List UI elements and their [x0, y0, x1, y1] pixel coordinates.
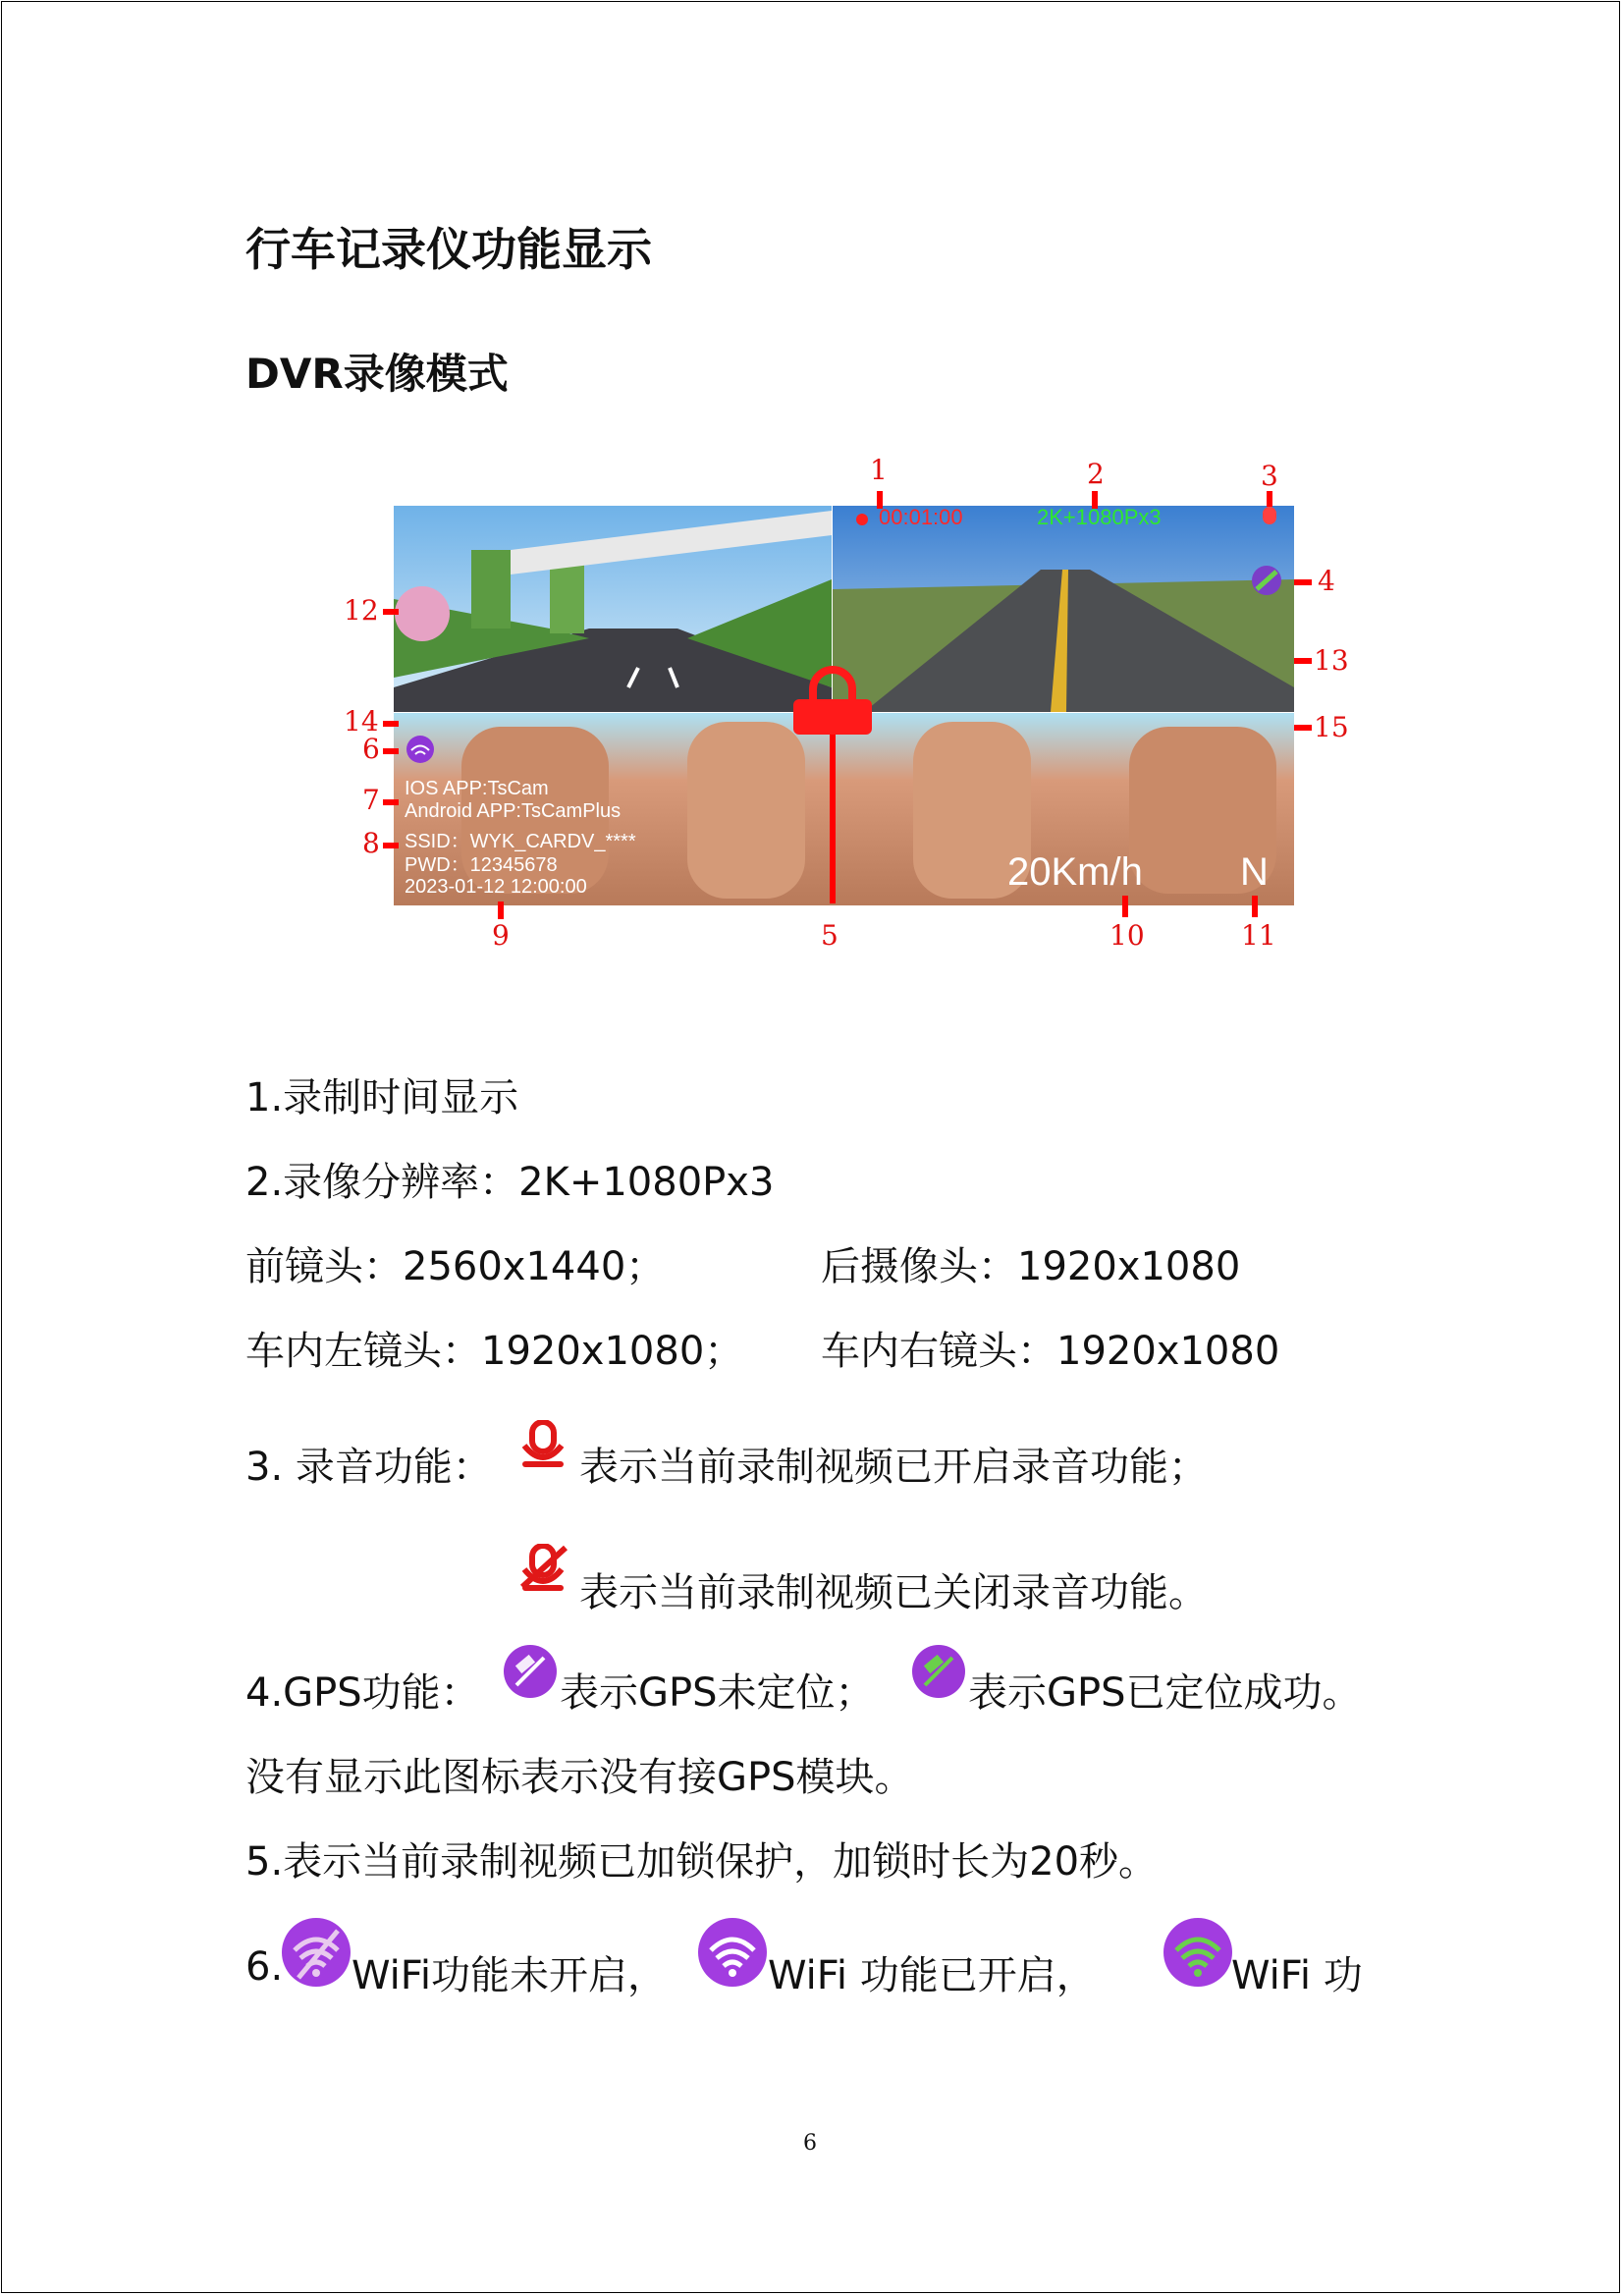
hud-ios-app: IOS APP:TsCam	[405, 778, 549, 799]
callout-13: 13	[1314, 644, 1349, 677]
callout-12: 12	[344, 594, 379, 627]
callout-8: 8	[362, 827, 380, 859]
hud-speed: 20Km/h	[1007, 850, 1143, 894]
callout-10: 10	[1109, 919, 1145, 952]
wifi-connected-text: WiFi 功	[1231, 1953, 1363, 1998]
callout-4: 4	[1318, 565, 1335, 597]
page-title: 行车记录仪功能显示	[245, 223, 652, 276]
callout-3: 3	[1261, 460, 1278, 492]
audio-off-text: 表示当前录制视频已关闭录音功能。	[579, 1570, 1208, 1615]
wifi-on-text: WiFi 功能已开启，	[768, 1953, 1096, 1998]
gps-none-text: 没有显示此图标表示没有接GPS模块。	[245, 1755, 914, 1800]
callout-15: 15	[1314, 711, 1349, 743]
callout-2: 2	[1087, 458, 1105, 490]
hud-heading: N	[1240, 850, 1269, 894]
section-title: DVR录像模式	[245, 350, 509, 398]
mic-off-icon	[518, 1544, 569, 1593]
hud-datetime: 2023-01-12 12:00:00	[405, 876, 587, 898]
rear-camera-spec: 后摄像头：1920x1080	[821, 1244, 1241, 1289]
callout-6: 6	[362, 733, 380, 765]
hud-pwd: PWD：12345678	[405, 854, 558, 876]
gps-unlocated-text: 表示GPS未定位；	[560, 1670, 875, 1716]
gps-located-text: 表示GPS已定位成功。	[968, 1670, 1362, 1716]
gps-located-icon	[911, 1644, 966, 1699]
callout-7: 7	[362, 784, 380, 816]
audio-on-text: 表示当前录制视频已开启录音功能；	[579, 1445, 1208, 1490]
callout-11: 11	[1241, 919, 1276, 952]
dvr-screen	[0, 0, 1623, 982]
hud-ssid: SSID：WYK_CARDV_****	[405, 831, 636, 852]
lock-text: 5.表示当前录制视频已加锁保护，加锁时长为20秒。	[245, 1839, 1159, 1885]
wifi-connected-icon	[1163, 1917, 1233, 1988]
resolution-badge: 2K+1080Px3	[1037, 505, 1162, 529]
callout-5: 5	[821, 919, 839, 952]
item-1: 1.录制时间显示	[245, 1075, 519, 1121]
inner-left-lens-spec: 车内左镜头：1920x1080；	[245, 1329, 744, 1374]
wifi-label: 6.	[245, 1944, 284, 1990]
front-lens-spec: 前镜头：2560x1440；	[245, 1244, 666, 1289]
wifi-off-icon	[281, 1917, 352, 1988]
callout-14: 14	[344, 705, 379, 738]
callout-1: 1	[870, 454, 888, 486]
item-2: 2.录像分辨率：2K+1080Px3	[245, 1160, 775, 1205]
mic-on-icon	[518, 1420, 569, 1469]
hud-android-app: Android APP:TsCamPlus	[405, 800, 622, 822]
page-number: 6	[803, 2131, 817, 2156]
gps-unlocated-icon	[503, 1644, 558, 1699]
rec-time: 00:01:00	[879, 505, 963, 529]
callout-9: 9	[492, 919, 510, 952]
wifi-off-text: WiFi功能未开启，	[352, 1953, 667, 1998]
wifi-on-icon	[697, 1917, 768, 1988]
inner-right-lens-spec: 车内右镜头：1920x1080	[821, 1329, 1280, 1374]
audio-label: 3. 录音功能：	[245, 1445, 492, 1490]
gps-label: 4.GPS功能：	[245, 1670, 480, 1716]
